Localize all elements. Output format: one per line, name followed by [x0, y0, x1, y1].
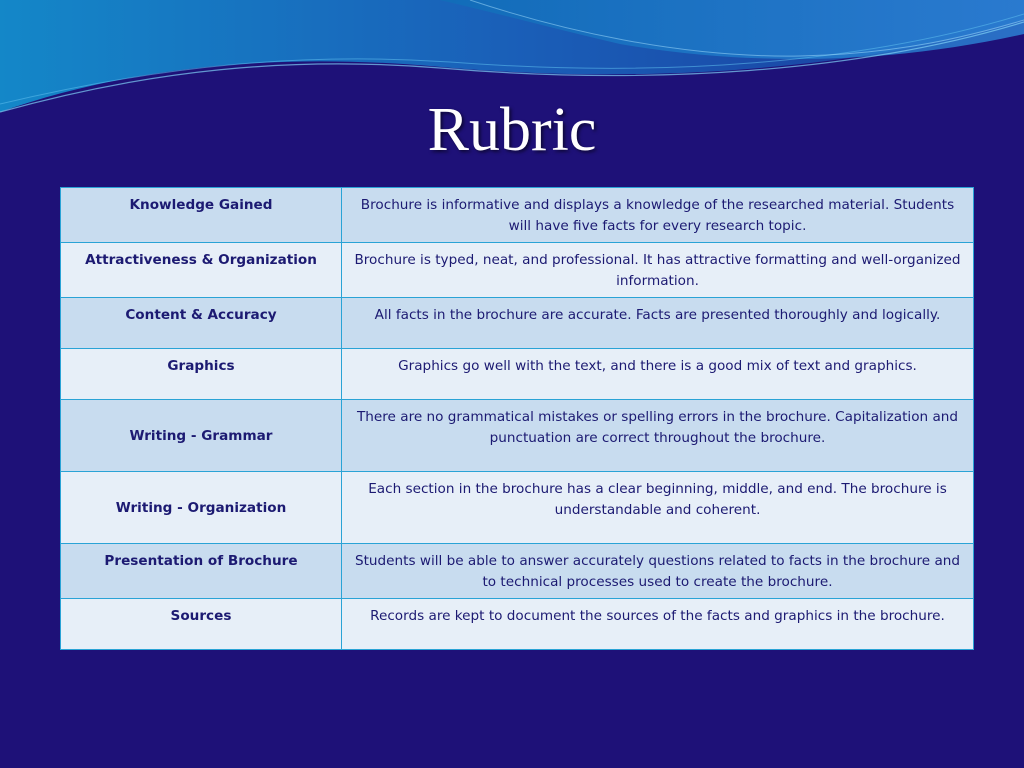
table-row	[61, 544, 974, 599]
description-cell: There are no grammatical mistakes or spelling errors in the brochure. Capitalization and punctuation are correct throughout the brochure.	[342, 400, 974, 472]
table-row	[61, 298, 974, 349]
criterion-cell: Knowledge Gained	[61, 188, 342, 243]
criterion-cell: Content & Accuracy	[61, 298, 342, 349]
criterion-cell: Writing - Grammar	[61, 400, 342, 472]
slide-title: Rubric	[427, 96, 597, 164]
table-row	[61, 472, 974, 544]
table-row	[61, 188, 974, 243]
description-cell: Each section in the brochure has a clear beginning, middle, and end. The brochure is understandable and coherent.	[342, 472, 974, 544]
criterion-cell: Graphics	[61, 349, 342, 400]
description-cell: Brochure is informative and displays a knowledge of the researched material. Students will have five facts for every research topic.	[342, 188, 974, 243]
rubric-table	[60, 187, 974, 650]
criterion-cell: Writing - Organization	[61, 472, 342, 544]
table-row	[61, 599, 974, 650]
table-row	[61, 349, 974, 400]
table-row	[61, 400, 974, 472]
description-cell: Records are kept to document the sources of the facts and graphics in the brochure.	[342, 599, 974, 650]
description-cell: Brochure is typed, neat, and professional. It has attractive formatting and well-organized information.	[342, 243, 974, 298]
description-cell: Graphics go well with the text, and there is a good mix of text and graphics.	[342, 349, 974, 400]
criterion-cell: Attractiveness & Organization	[61, 243, 342, 298]
criterion-cell: Sources	[61, 599, 342, 650]
description-cell: All facts in the brochure are accurate. Facts are presented thoroughly and logically.	[342, 298, 974, 349]
criterion-cell: Presentation of Brochure	[61, 544, 342, 599]
description-cell: Students will be able to answer accurately questions related to facts in the brochure and to technical processes used to create the brochure.	[342, 544, 974, 599]
table-row	[61, 243, 974, 298]
